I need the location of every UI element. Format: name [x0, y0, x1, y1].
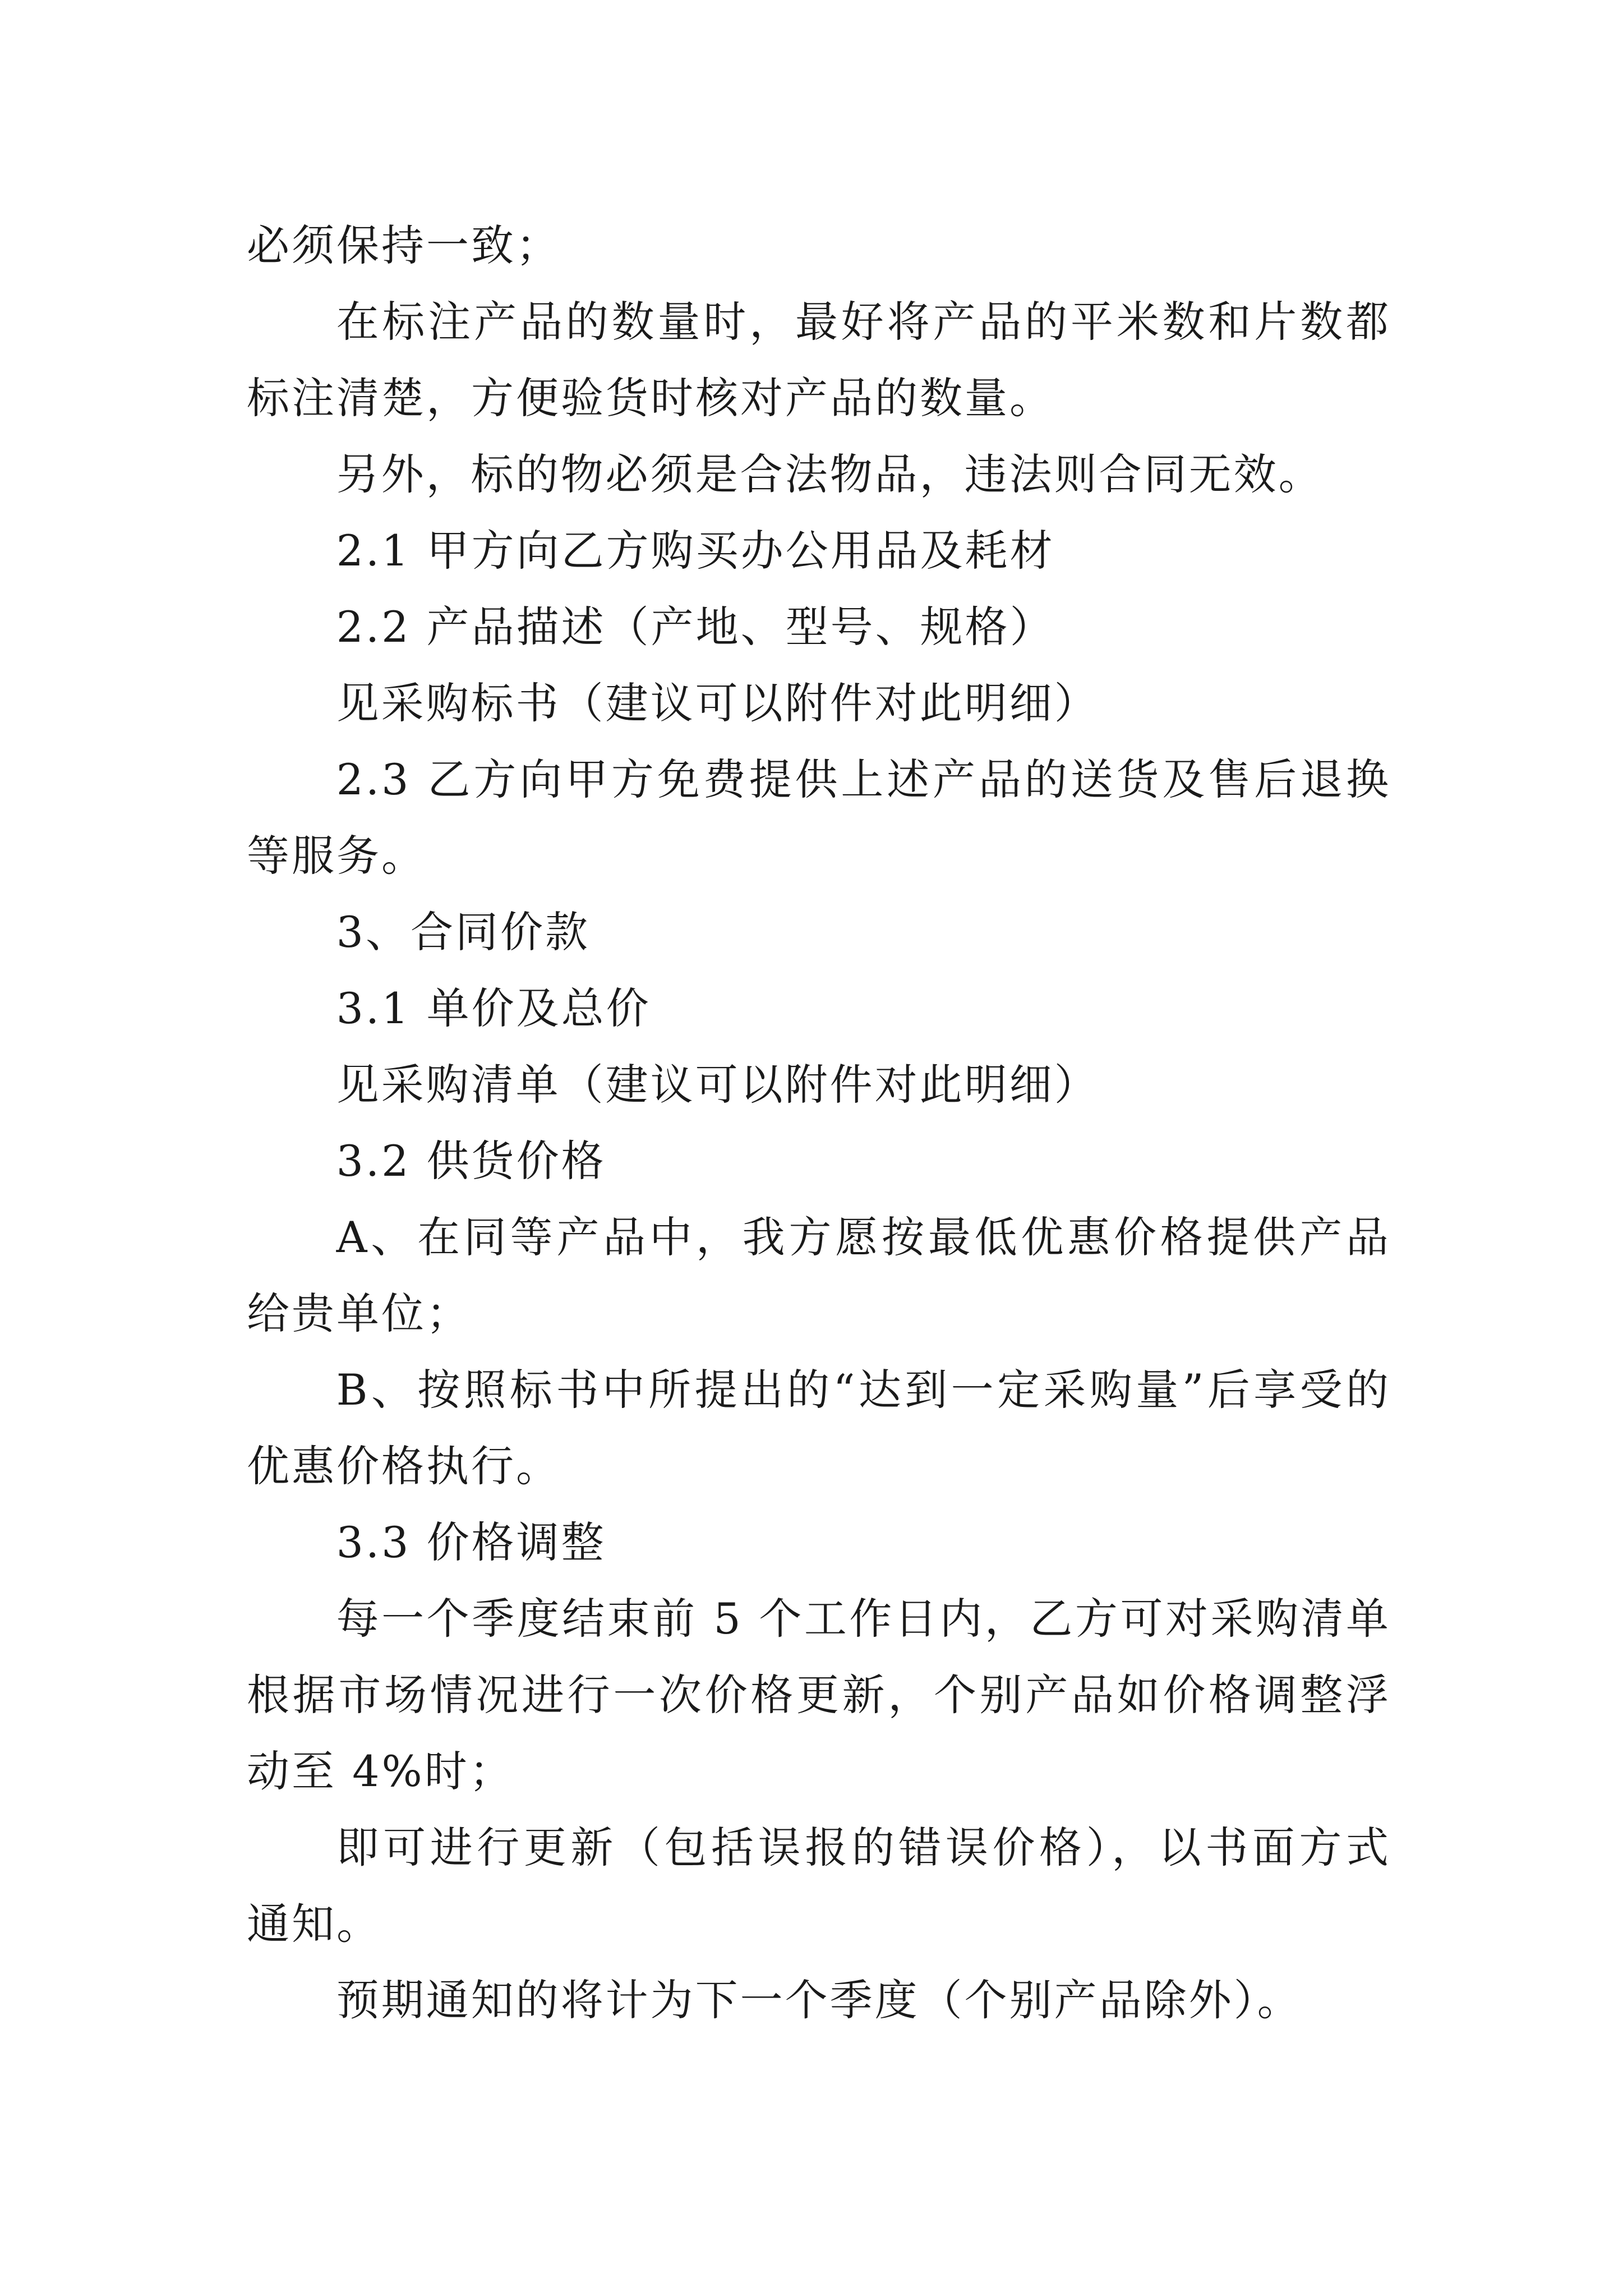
paragraph-1: 必须保持一致； [247, 220, 561, 270]
paragraph-3: 另外，标的物必须是合法物品，违法则合同无效。 [336, 449, 1324, 499]
paragraph-11: 3.2 供货价格 [336, 1136, 606, 1186]
paragraph-10: 见采购清单（建议可以附件对此明细） [336, 1060, 1099, 1110]
paragraph-9: 3.1 单价及总价 [336, 983, 651, 1033]
paragraph-14: 3.3 价格调整 [336, 1517, 606, 1567]
paragraph-5: 2.2 产品描述（产地、型号、规格） [336, 602, 1055, 652]
paragraph-2: 在标注产品的数量时，最好将产品的平米数和片数都标注清楚，方便验货时核对产品的数量。 [247, 297, 1391, 423]
paragraph-8: 3、合同价款 [336, 907, 590, 957]
paragraph-12: A、在同等产品中，我方愿按最低优惠价格提供产品给贵单位； [247, 1212, 1391, 1338]
paragraph-17: 预期通知的将计为下一个季度（个别产品除外）。 [336, 1975, 1302, 2025]
document-body [247, 208, 1391, 2039]
paragraph-15: 每一个季度结束前 5 个工作日内，乙方可对采购清单根据市场情况进行一次价格更新，个别产品如价格调整浮动至 4%时； [247, 1594, 1391, 1796]
paragraph-13: B、按照标书中所提出的“达到一定采购量”后享受的优惠价格执行。 [247, 1365, 1391, 1491]
paragraph-6: 见采购标书（建议可以附件对此明细） [336, 678, 1099, 728]
paragraph-4: 2.1 甲方向乙方购买办公用品及耗材 [336, 526, 1055, 576]
paragraph-16: 即可进行更新（包括误报的错误价格），以书面方式通知。 [247, 1823, 1391, 1949]
paragraph-7: 2.3 乙方向甲方免费提供上述产品的送货及售后退换等服务。 [247, 754, 1391, 881]
